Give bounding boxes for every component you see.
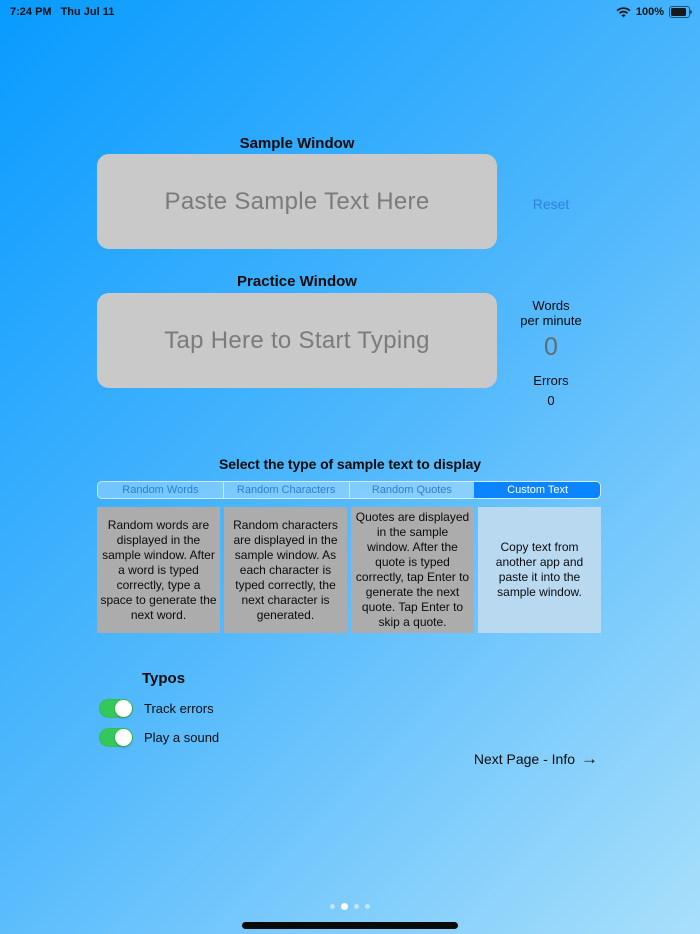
segment-descriptions — [97, 507, 601, 633]
status-bar — [0, 0, 700, 24]
next-page-link[interactable] — [474, 751, 598, 767]
reset-button[interactable]: Reset — [532, 196, 570, 212]
description-random-characters — [224, 507, 347, 633]
wifi-icon — [616, 7, 631, 18]
practice-window-title: Practice Window — [237, 273, 357, 290]
status-date: Thu Jul 11 — [60, 6, 115, 18]
description-random-words — [97, 507, 220, 633]
status-right — [616, 6, 690, 18]
page-dot[interactable] — [354, 904, 359, 909]
segmented-control — [97, 481, 601, 499]
toggle-knob — [115, 729, 132, 746]
page-dot[interactable] — [330, 904, 335, 909]
page-control[interactable] — [0, 903, 700, 910]
practice-text-area[interactable] — [97, 293, 497, 388]
segment-label: Random Characters — [236, 484, 336, 496]
description-text: Quotes are displayed in the sample window. After the quote is typed correctly, tap Enter to generate the next quote. Tap Enter to skip a quote. — [355, 510, 470, 629]
sample-placeholder: Paste Sample Text Here — [164, 187, 430, 215]
segment-label: Custom Text — [507, 484, 569, 496]
description-text: Random words are displayed in the sample window. After a word is typed correctly, type a space to generate the next word. — [100, 517, 217, 622]
typos-heading: Typos — [142, 670, 186, 687]
segment-random-quotes[interactable] — [349, 482, 475, 498]
wpm-label-line2: per minute — [520, 313, 582, 328]
home-indicator[interactable] — [242, 922, 458, 929]
description-text: Random characters are displayed in the sample window. As each character is typed correctly, the next character is generated. — [233, 517, 338, 622]
sample-window-title: Sample Window — [239, 135, 355, 152]
segment-custom-text[interactable] — [474, 482, 600, 498]
description-custom-text — [478, 507, 601, 633]
segment-random-words[interactable] — [98, 482, 223, 498]
play-sound-row — [99, 728, 219, 747]
description-random-quotes — [351, 507, 474, 633]
play-sound-label: Play a sound — [144, 730, 220, 745]
track-errors-toggle[interactable] — [99, 699, 133, 718]
battery-icon — [669, 6, 690, 18]
battery-percent: 100% — [635, 6, 664, 18]
segment-label: Random Quotes — [371, 484, 452, 496]
page-dot-active[interactable] — [341, 903, 348, 910]
practice-placeholder: Tap Here to Start Typing — [164, 326, 430, 354]
status-time: 7:24 PM — [10, 6, 52, 18]
toggle-knob — [115, 700, 132, 717]
page-dot[interactable] — [365, 904, 370, 909]
track-errors-row — [99, 699, 214, 718]
segment-random-characters[interactable] — [223, 482, 349, 498]
wpm-label-line1: Words — [532, 298, 570, 313]
next-page-label: Next Page - Info — [473, 751, 575, 767]
arrow-right-icon: → — [581, 749, 598, 768]
description-text: Copy text from another app and paste it into the sample window. — [495, 540, 584, 599]
sample-text-area[interactable] — [97, 154, 497, 249]
track-errors-label: Track errors — [144, 701, 214, 716]
wpm-value: 0 — [544, 333, 558, 361]
status-left — [10, 6, 123, 18]
errors-label: Errors — [533, 373, 569, 388]
stats-panel — [501, 298, 601, 408]
sample-type-heading: Select the type of sample text to display — [219, 456, 481, 472]
play-sound-toggle[interactable] — [99, 728, 133, 747]
errors-value: 0 — [547, 393, 555, 408]
segment-label: Random Words — [122, 484, 199, 496]
